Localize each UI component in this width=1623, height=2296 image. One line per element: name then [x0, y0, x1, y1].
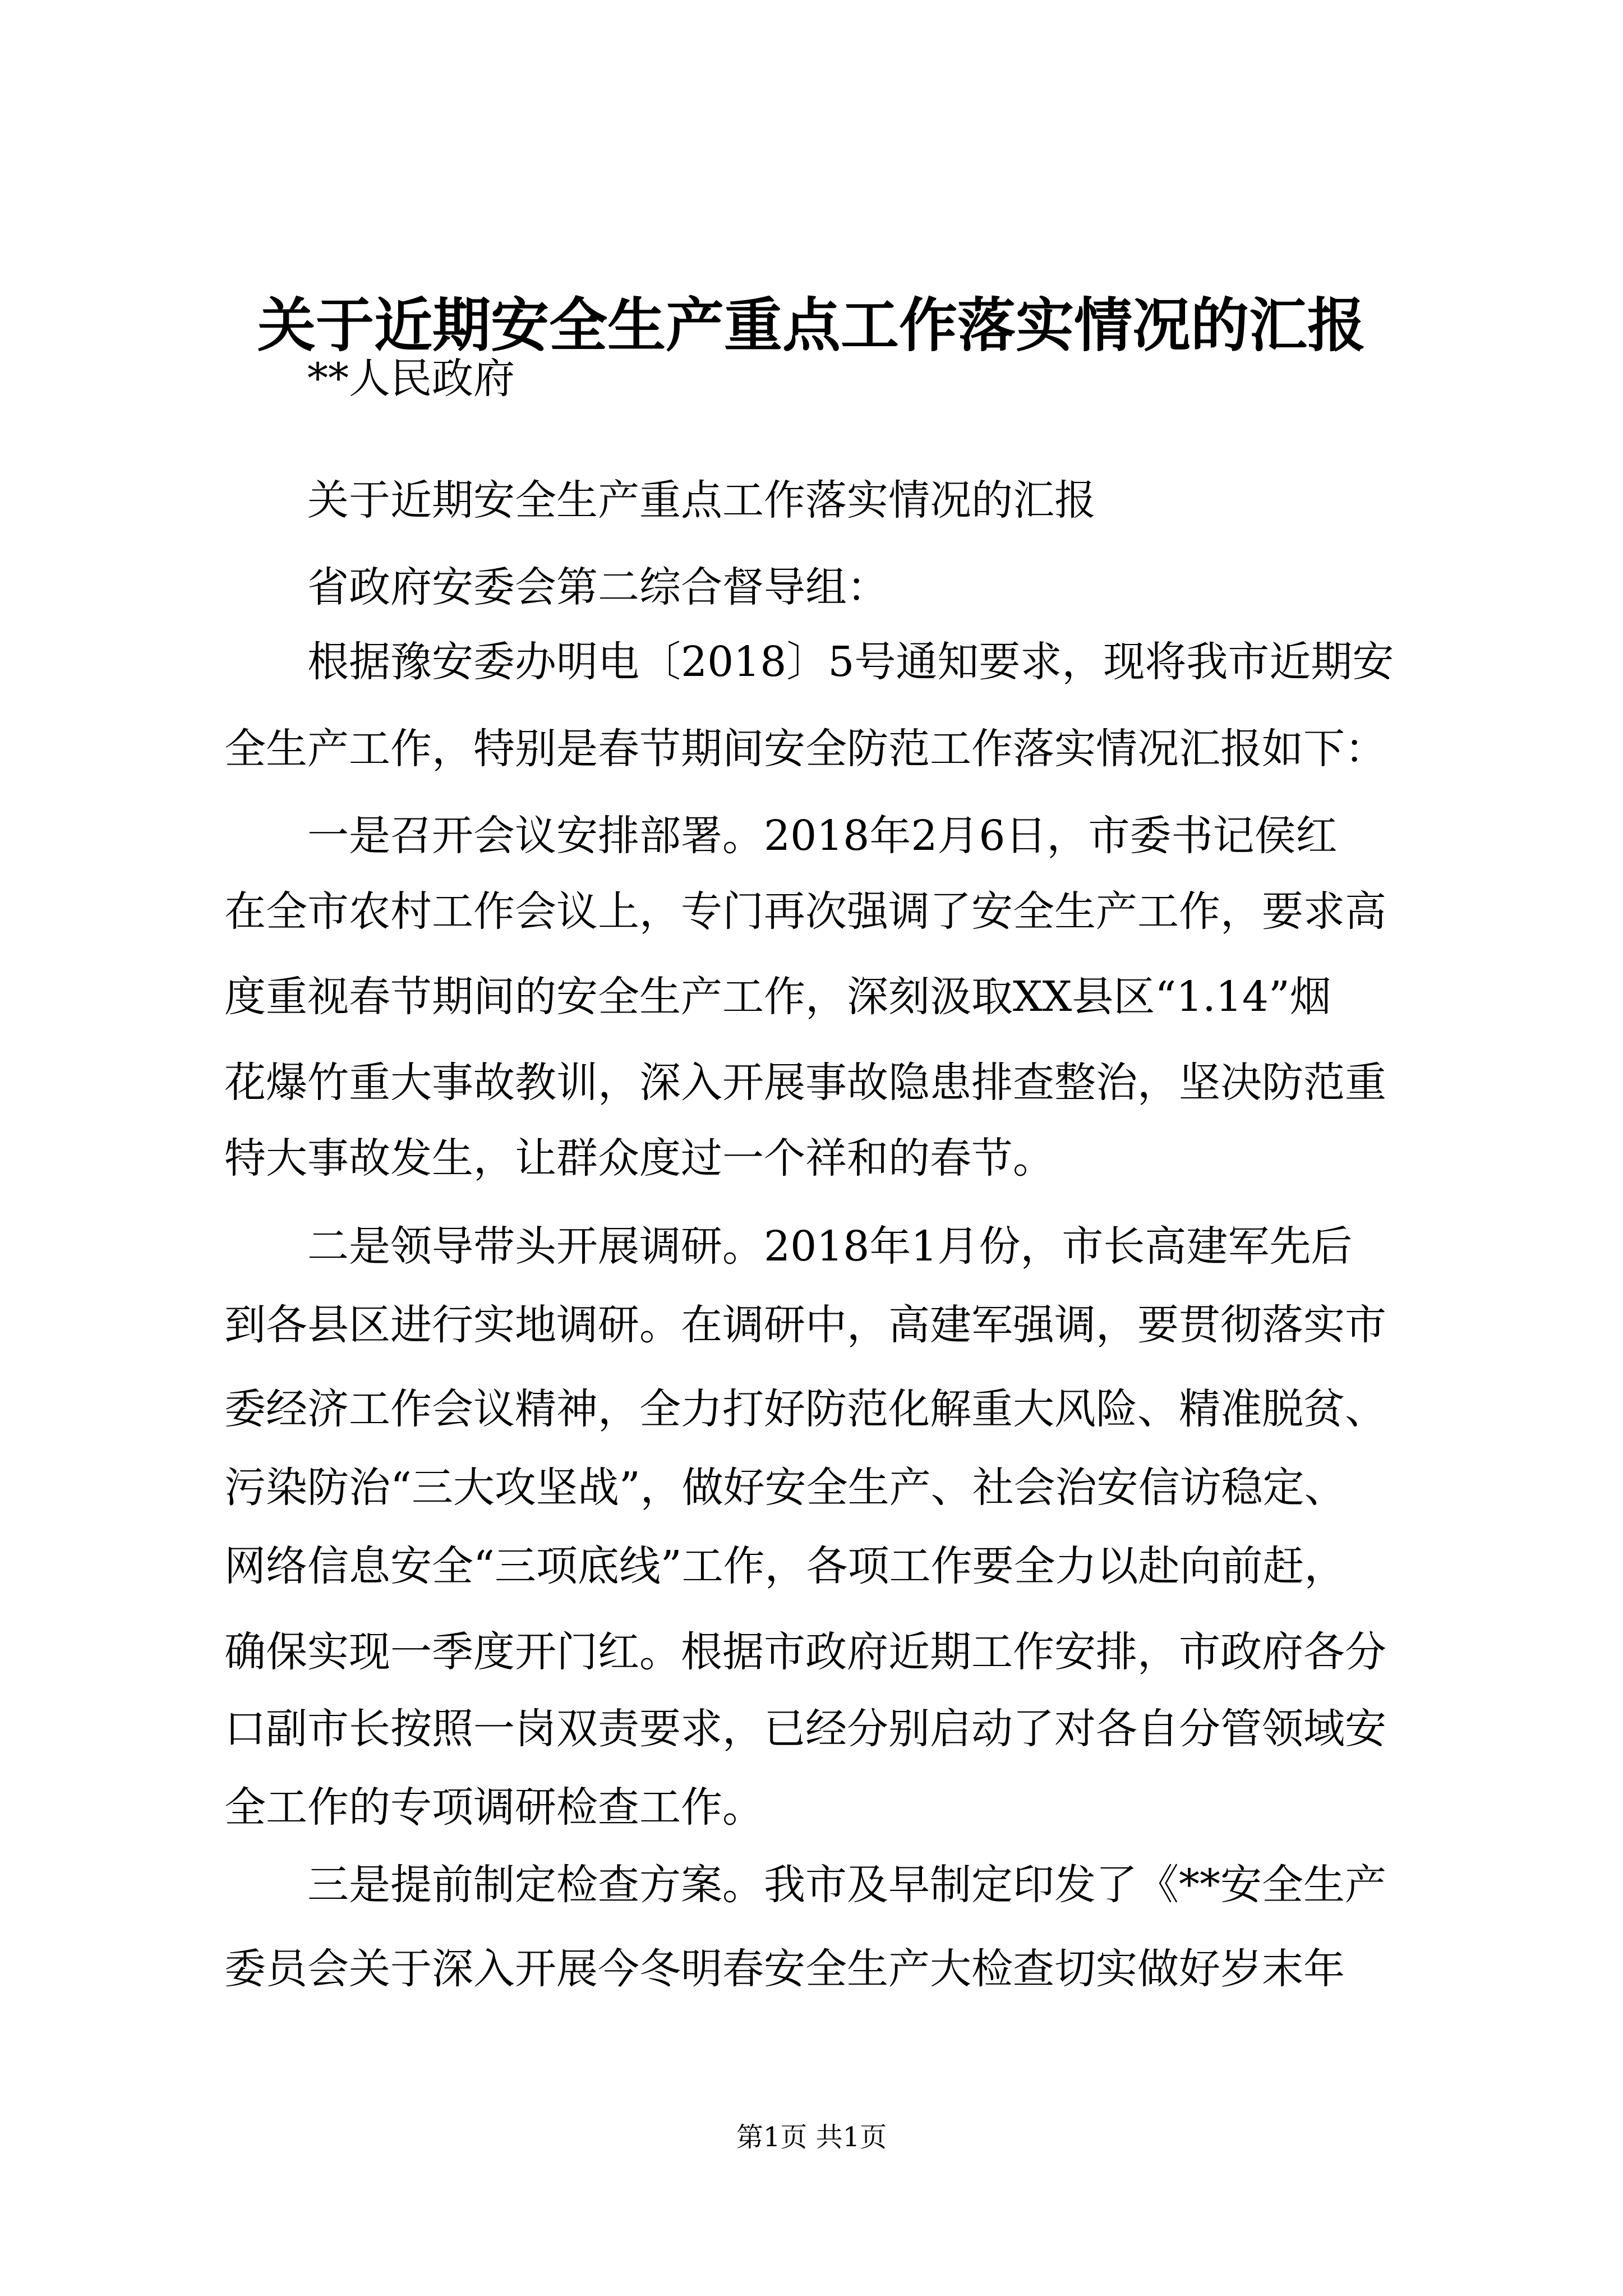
paragraph-line: 二是领导带头开展调研。2018年1月份，市长高建军先后: [307, 1222, 1353, 1271]
paragraph-line: 委员会关于深入开展今冬明春安全生产大检查切实做好岁末年: [224, 1945, 1345, 1993]
paragraph-line: 特大事故发生，让群众度过一个祥和的春节。: [224, 1134, 1054, 1182]
paragraph-line: 委经济工作会议精神，全力打好防范化解重大风险、精准脱贫、: [224, 1385, 1386, 1433]
paragraph-line: 根据豫安委办明电〔2018〕5号通知要求，现将我市近期安: [307, 638, 1394, 686]
paragraph-line: 网络信息安全“三项底线”工作，各项工作要全力以赴向前赶，: [224, 1542, 1346, 1590]
paragraph-line: 一是召开会议安排部署。2018年2月6日，市委书记侯红: [307, 812, 1338, 860]
paragraph-line: 花爆竹重大事故教训，深入开展事故隐患排查整治，坚决防范重: [224, 1059, 1386, 1107]
paragraph-line: 口副市长按照一岗双责要求，已经分别启动了对各自分管领域安: [224, 1705, 1386, 1753]
recipient-line: 省政府安委会第二综合督导组：: [307, 563, 888, 611]
paragraph-line: 三是提前制定检查方案。我市及早制定印发了《**安全生产: [307, 1861, 1386, 1909]
paragraph-line: 在全市农村工作会议上，专门再次强调了安全生产工作，要求高: [224, 887, 1386, 936]
paragraph-line: 度重视春节期间的安全生产工作，深刻汲取XX县区“1.14”烟: [224, 973, 1331, 1021]
subject-line: 关于近期安全生产重点工作落实情况的汇报: [307, 476, 1096, 524]
page-number-footer: 第1页 共1页: [736, 2122, 887, 2153]
paragraph-line: 到各县区进行实地调研。在调研中，高建军强调，要贯彻落实市: [224, 1301, 1386, 1349]
document-title: 关于近期安全生产重点工作落实情况的汇报: [257, 291, 1366, 360]
paragraph-line: 确保实现一季度开门红。根据市政府近期工作安排，市政府各分: [224, 1628, 1386, 1676]
paragraph-line: 污染防治“三大攻坚战”，做好安全生产、社会治安信访稳定、: [224, 1464, 1346, 1512]
paragraph-line: 全生产工作，特别是春节期间安全防范工作落实情况汇报如下：: [224, 725, 1386, 773]
issuer-line: **人民政府: [307, 355, 515, 403]
paragraph-line: 全工作的专项调研检查工作。: [224, 1783, 764, 1832]
